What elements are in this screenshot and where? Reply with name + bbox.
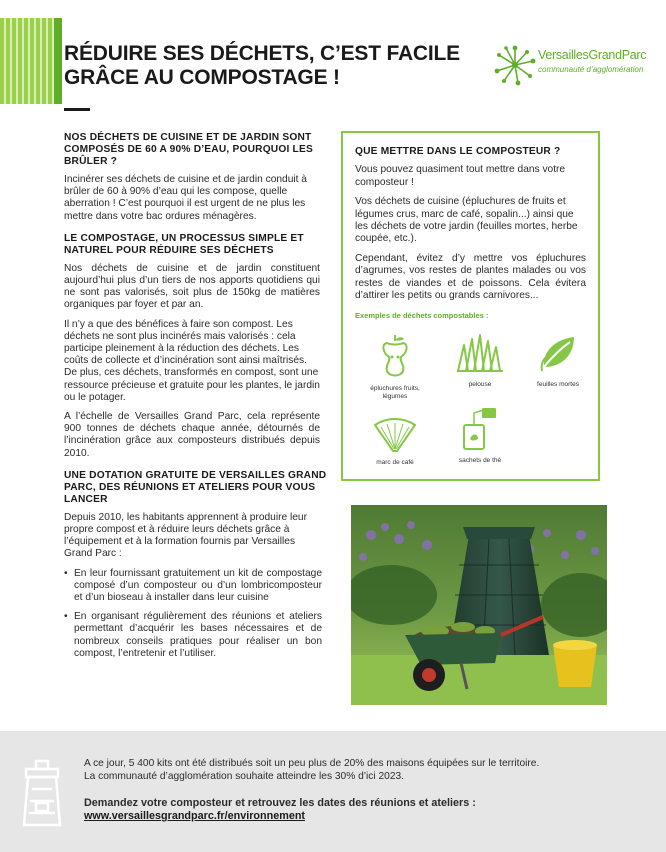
section-dotation-heading: UNE DOTATION GRATUITE DE VERSAILLES GRAND PARC, DES RÉUNIONS ET ATELIERS POUR VOUS LANCER <box>64 469 327 505</box>
apple-core-icon <box>377 333 413 381</box>
grass-icon <box>456 333 504 373</box>
box-text-1: Vous pouvez quasiment tout mettre dans votre composteur ! <box>355 164 566 188</box>
section-water <box>64 132 320 223</box>
coffee-filter-icon <box>373 415 417 453</box>
list-item: • En leur fournissant gratuitement un kit de compostage composé d’un composteur ou d’un lombricomposteur et d’un bioseau à installer dans leur cuisine <box>74 568 322 605</box>
composter-info-box <box>341 131 600 481</box>
left-column <box>64 132 327 670</box>
example-coffee <box>360 415 430 467</box>
environment-link[interactable]: www.versaillesgrandparc.fr/environnement <box>84 810 306 822</box>
title-underline <box>64 108 90 111</box>
examples-title: Exemples de déchets compostables : <box>355 311 489 321</box>
footer-cta <box>84 797 644 823</box>
section-dotation-text: Depuis 2010, les habitants apprennent à produire leur propre compost et à réduire leurs déchets grâce à l’équipement et à la formation fournis par Versailles Grand Parc : <box>64 511 307 560</box>
leaves-icon <box>538 333 578 373</box>
example-lawn-label: pelouse <box>468 380 492 388</box>
section-process-heading: LE COMPOSTAGE, UN PROCESSUS SIMPLE ET NATUREL POUR RÉDUIRE SES DÉCHETS <box>64 232 304 256</box>
logo-subtitle: communauté d’agglomération <box>538 65 644 74</box>
section-process-text-3: A l’échelle de Versailles Grand Parc, cela représente 900 tonnes de déchets chaque année, détournés de l’incinération grâce aux composteurs distribués depuis 2010. <box>64 411 320 459</box>
section-water-heading: NOS DÉCHETS DE CUISINE ET DE JARDIN SONT COMPOSÉS DE 60 A 90% D’EAU, POURQUOI LES BRÛLER ? <box>64 132 313 167</box>
example-peelings <box>360 333 430 401</box>
example-tea-label: sachets de thé <box>458 456 502 464</box>
section-process-text-1: Nos déchets de cuisine et de jardin constituent aujourd’hui plus d’un tiers de nos apports quotidiens qui ne sont pas valorisés, soit plus de 150kg de matières organiques par foyer et par an. <box>64 262 320 311</box>
decorative-stripe-accent <box>54 18 62 104</box>
section-process <box>64 233 320 460</box>
page-title-line2: GRÂCE AU COMPOSTAGE ! <box>64 66 340 89</box>
example-coffee-label: marc de café <box>376 458 414 466</box>
example-lawn <box>445 333 515 389</box>
example-tea <box>445 407 515 465</box>
decorative-stripes <box>0 18 54 104</box>
section-water-text: Incinérer ses déchets de cuisine et de jardin conduit à brûler de 60 à 90% d’eau qui les compose, quelle aberration ! C’est pourquoi il est urgent de ne plus les mettre dans votre bac ordures ménagères. <box>64 174 307 222</box>
versailles-grand-parc-logo <box>494 44 654 86</box>
footer-line2: La communauté d’agglomération souhaite atteindre les 30% d’ici 2023. <box>84 771 404 782</box>
footer-line1: A ce jour, 5 400 kits ont été distribués soit un peu plus de 20% des maisons équipées sur le territoire. <box>84 758 540 769</box>
dotation-list <box>64 568 322 660</box>
garden-composter-illustration <box>351 505 607 705</box>
tea-bag-icon <box>460 407 500 453</box>
example-dead-leaves <box>523 333 593 389</box>
examples-grid <box>355 323 586 483</box>
logo-name: VersaillesGrandParc <box>538 48 647 62</box>
page-title-line1: RÉDUIRE SES DÉCHETS, C’EST FACILE <box>64 42 460 65</box>
section-dotation <box>64 470 336 660</box>
composter-photo <box>351 505 607 705</box>
composter-outline-icon <box>18 759 66 831</box>
footer-cta-text: Demandez votre composteur et retrouvez les dates des réunions et ateliers : <box>84 797 476 809</box>
example-peelings-label: épluchures fruits, légumes <box>370 384 420 400</box>
box-heading: QUE METTRE DANS LE COMPOSTEUR ? <box>355 146 561 157</box>
logo-emblem-icon <box>494 44 536 86</box>
box-text-3: Cependant, évitez d’y mettre vos épluchures d’agrumes, vos restes de plantes malades ou vos restes de viandes et de poissons. Cela évitera d’attirer les petits ou grands carnivores... <box>355 252 586 302</box>
example-dead-leaves-label: feuilles mortes <box>537 380 579 388</box>
footer-banner <box>0 731 666 852</box>
section-process-text-2: Il n’y a que des bénéfices à faire son compost. Les déchets ne sont plus incinérés mais valorisés : cela participe pleinement à la réduction des déchets. Les coûts de collecte et d’incinération sont ainsi maîtrisés. De plus, ces déchets, transformés en compost, sont une ressource précieuse et gratuite pour les plantes, le jardin ou le potager. <box>64 318 320 403</box>
list-item: • En organisant régulièrement des réunions et ateliers permettant d’acquérir les bases nécessaires et de nombreux conseils pratiques pour réaliser un bon compost, l’entretenir et l’utiliser. <box>74 611 322 660</box>
page-title <box>64 42 504 90</box>
box-text-2: Vos déchets de cuisine (épluchures de fruits et légumes crus, marc de café, sopalin...) ainsi que les déchets de votre jardin (feuilles mortes, herbe coupée, etc.). <box>355 196 578 245</box>
footer-stats <box>84 757 644 783</box>
